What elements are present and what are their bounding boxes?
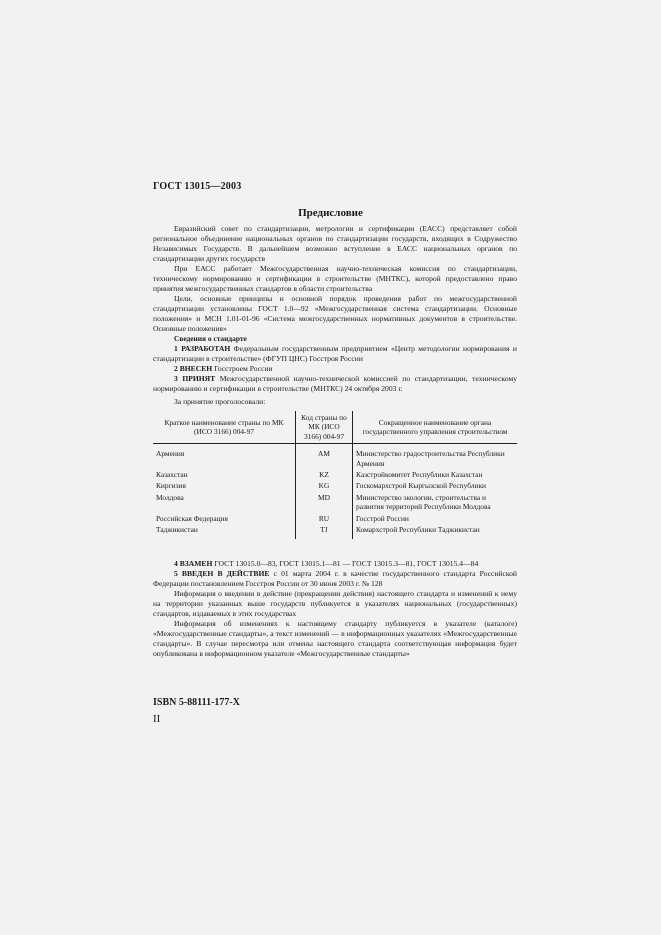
foreword-closing — [153, 559, 517, 659]
item-submitted — [153, 364, 517, 374]
table-row — [153, 444, 517, 469]
table-header-country: Краткое наименование страны по МК (ИСО 3166) 004-97 — [153, 411, 296, 444]
intro-paragraph-2: При ЕАСС работает Межгосударственная научно-техническая комиссия по стандартизации, техническому нормированию и сертификации в строительстве (МНТКС), которой предоставлено право принятия межгосударственных стандартов в области строительства — [153, 264, 517, 293]
table-cell-code: KZ — [296, 469, 353, 480]
table-cell-country: Армения — [156, 449, 185, 459]
table-cell-authority: Госкомархстрой Кыргызской Республики — [356, 481, 487, 491]
vote-intro: За принятие проголосовали: — [174, 397, 266, 406]
item-replaces — [153, 559, 517, 569]
table-cell-code: KG — [296, 480, 353, 491]
info-paragraph-2: Информация об изменениях к настоящему стандарту публикуется в указателе (каталоге) «Межгосударственные стандарты», а текст изменений — в информационных указателях «Межгосударственные стандарты». В случае пересмотра или отмены настоящего стандарта соответствующая информация будет опубликована в информационном указателе «Межгосударственные стандарты» — [153, 619, 517, 658]
table-cell-country: Казахстан — [156, 470, 188, 480]
item-adopted-label: 3 ПРИНЯТ — [174, 374, 216, 383]
item-effective-text: с 01 марта 2004 г. в качестве государственного стандарта Российской Федерации постановлением Госстроя России от 30 июня 2003 г. № 128 — [153, 569, 517, 588]
table-header-row — [153, 411, 517, 444]
item-replaces-text: ГОСТ 13015.0—83, ГОСТ 13015.1—81 — ГОСТ 13015.3—81, ГОСТ 13015.4—84 — [212, 559, 479, 568]
item-effective — [153, 569, 517, 589]
table-cell-country: Российская Федерация — [156, 513, 228, 523]
table-row — [153, 480, 517, 491]
table-row — [153, 492, 517, 513]
item-developed-text: Федеральным государственным предприятием «Центр методологии нормирования и стандартизации в строительстве» (ФГУП ЦНС) Госстроя России — [153, 344, 517, 363]
item-developed — [153, 344, 517, 364]
item-effective-label: 5 ВВЕДЕН В ДЕЙСТВИЕ — [174, 569, 270, 578]
isbn: ISBN 5-88111-177-X — [153, 697, 240, 708]
document-header: ГОСТ 13015—2003 — [153, 181, 242, 192]
table-cell-country: Молдова — [156, 492, 184, 502]
table-cell-authority: Министерство экологии, строительства и развития территорий Республики Молдова — [356, 492, 491, 512]
table-cell-code: RU — [296, 513, 353, 524]
item-adopted — [153, 374, 517, 394]
table-cell-country: Таджикистан — [156, 525, 198, 535]
voting-table — [153, 411, 517, 539]
foreword-intro — [153, 224, 517, 407]
item-submitted-label: 2 ВНЕСЕН — [174, 364, 213, 373]
table-row — [153, 513, 517, 524]
page-title: Предисловие — [298, 207, 363, 219]
table-cell-authority: Госстрой России — [356, 513, 409, 523]
section-subtitle: Сведения о стандарте — [174, 334, 247, 343]
table-cell-country: Киргизия — [156, 481, 186, 491]
item-submitted-text: Госстроем России — [212, 364, 273, 373]
intro-paragraph-1: Евразийский совет по стандартизации, метрологии и сертификации (ЕАСС) представляет собой региональное объединение национальных органов по стандартизации государств, входящих в Содружество Независимых Государств. В дальнейшем возможно вступление в ЕАСС национальных органов по стандартизации других государств — [153, 224, 517, 263]
table-row — [153, 469, 517, 480]
table-cell-code: MD — [296, 492, 353, 513]
info-paragraph-1: Информация о введении в действие (прекращении действия) настоящего стандарта и изменений к нему на территории указанных выше государств публикуется в указателях национальных (государственных) стандартов, издаваемых в этих государствах — [153, 589, 517, 618]
table-cell-authority: Министерство градостроительства Республики Армения — [356, 449, 505, 468]
item-developed-label: 1 РАЗРАБОТАН — [174, 344, 231, 353]
item-replaces-label: 4 ВЗАМЕН — [174, 559, 213, 568]
table-cell-authority: Комархстрой Республики Таджикистан — [356, 525, 480, 535]
table-header-code: Код страны по МК (ИСО 3166) 004-97 — [296, 411, 353, 444]
page-number: II — [153, 713, 161, 725]
item-adopted-text: Межгосударственной научно-технической комиссией по стандартизации, техническому нормированию и сертификации в строительстве (МНТКС) 24 октября 2003 г. — [153, 374, 517, 393]
table-cell-authority: Казстройкомитет Республики Казахстан — [356, 470, 483, 480]
intro-paragraph-3: Цели, основные принципы и основной порядок проведения работ по межгосударственной стандартизации установлены ГОСТ 1.0—92 «Межгосударственная система стандартизации. Основные положения» и МСН 1.01-01-96 «Система межгосударственных нормативных документов в строительстве. Основные положения» — [153, 294, 517, 333]
table-row — [153, 524, 517, 539]
table-cell-code: TJ — [296, 524, 353, 539]
table-header-authority: Сокращенное наименование органа государственного управления строительством — [353, 411, 518, 444]
table-cell-code: AM — [296, 444, 353, 469]
